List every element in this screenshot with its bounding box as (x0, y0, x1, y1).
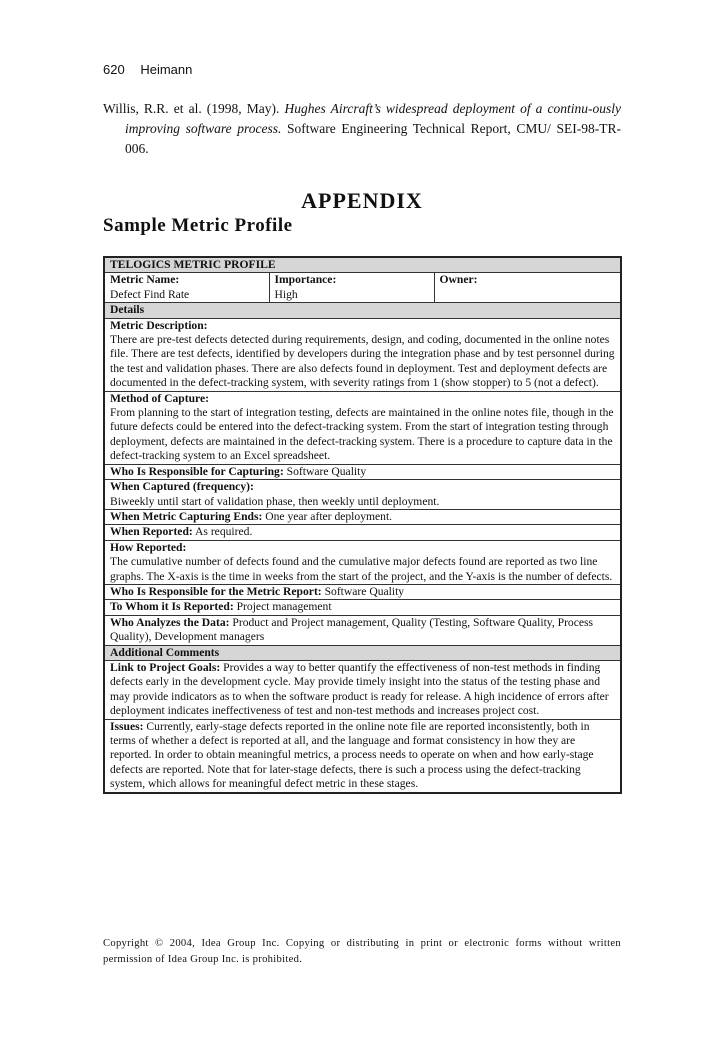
running-header (103, 62, 192, 77)
issues-label: Issues: (110, 719, 144, 733)
section-title: Sample Metric Profile (103, 215, 293, 236)
goals-cell (104, 660, 621, 719)
responsible-report-label: Who Is Responsible for the Metric Report: (110, 584, 322, 598)
importance-label: Importance: (274, 273, 337, 287)
appendix-heading: APPENDIX (301, 188, 423, 213)
copyright-footer: Copyright © 2004, Idea Group Inc. Copying or distributing in print or electronic forms without written permission of Idea Group Inc. is prohibited. (103, 938, 621, 965)
details-header: Details (104, 303, 621, 318)
page-number: 620 (103, 62, 125, 77)
importance-value: High (274, 287, 298, 301)
metric-name-cell (104, 273, 269, 303)
when-reported-cell (104, 525, 621, 540)
responsible-capture-label: Who Is Responsible for Capturing: (110, 464, 284, 478)
capture-cell (104, 391, 621, 464)
table-row (104, 719, 621, 793)
running-author: Heimann (140, 62, 193, 77)
table-row (104, 660, 621, 719)
additional-comments-header: Additional Comments (104, 645, 621, 660)
to-whom-label: To Whom it Is Reported: (110, 600, 234, 614)
owner-cell (434, 273, 621, 303)
how-reported-cell (104, 540, 621, 584)
description-label: Metric Description: (110, 318, 208, 332)
table-row (104, 273, 621, 303)
issues-text: Currently, early-stage defects reported in the online note file are reported inconsistently, both in terms of whether a defect is reported at all, and the language and format consistency in how they are reported. In order to obtain meaningful metrics, a process needs to operate on when and how early-stage defects are reported. Note that for later-stage defects, there is such a process using the defect-tracking system, which allows for meaningful defect metric in these stages. (110, 719, 594, 791)
capture-ends-label: When Metric Capturing Ends: (110, 509, 263, 523)
when-reported-value: As required. (195, 525, 253, 539)
metric-name-label: Metric Name: (110, 273, 180, 287)
to-whom-cell (104, 600, 621, 615)
how-reported-label: How Reported: (110, 540, 187, 554)
goals-text: Provides a way to better quantify the effectiveness of non-test methods in finding defects early in the development cycle. May provide timely insight into the status of the testing phase and may provide indicators as to when the software product is ready for release. A high incidence of errors after deployment indicates ineffectiveness of test and non-test methods and increases project cost. (110, 660, 609, 718)
table-row (104, 600, 621, 615)
analyzes-cell (104, 615, 621, 645)
responsible-report-cell (104, 584, 621, 599)
table-row (104, 464, 621, 479)
table-row (104, 480, 621, 510)
reference-entry (103, 99, 621, 159)
to-whom-value: Project management (236, 600, 332, 614)
when-captured-cell (104, 480, 621, 510)
owner-label: Owner: (439, 273, 478, 287)
metric-profile-table (103, 256, 622, 794)
table-row (104, 318, 621, 391)
reference-title: Hughes Aircraft’s widespread deployment of a continu-ously improving software process. (125, 101, 621, 136)
importance-cell (269, 273, 434, 303)
metric-name-value: Defect Find Rate (110, 287, 190, 301)
responsible-capture-cell (104, 464, 621, 479)
table-row (104, 540, 621, 584)
table-row (104, 615, 621, 645)
goals-label: Link to Project Goals: (110, 660, 221, 674)
capture-ends-value: One year after deployment. (265, 509, 393, 523)
analyzes-label: Who Analyzes the Data: (110, 615, 230, 629)
analyzes-value: Product and Project management, Quality (Testing, Software Quality, Process Quality), Development managers (110, 615, 594, 644)
description-text: There are pre-test defects detected during requirements, design, and coding, documented in the online notes file. There are test defects, identified by developers during the integration phase and by test personnel during the test and validation phases. There are also defects found in deployment. Test and deployment defects are documented in the defect-tracking system, with severity ratings from 1 (show stopper) to 5 (not a defect). (110, 333, 615, 390)
reference-authors: Willis, R.R. et al. (1998, May). (103, 101, 280, 116)
profile-title: TELOGICS METRIC PROFILE (104, 257, 621, 273)
table-row (104, 584, 621, 599)
capture-text: From planning to the start of integration testing, defects are maintained in the online notes file, though in the future defects could be entered into the defect-tracking system. From the start of integration testing through deployment, defects are maintained in the defect-tracking system. There is a procedure to capture data in the defect-tracking system to an Excel spreadsheet. (110, 406, 614, 463)
table-row (104, 509, 621, 524)
how-reported-text: The cumulative number of defects found and the cumulative major defects found are reported as two line graphs. The X-axis is the time in weeks from the start of the project, and the Y-axis is the number of defects. (110, 555, 613, 583)
table-row (104, 257, 621, 273)
capture-ends-cell (104, 509, 621, 524)
when-captured-label: When Captured (frequency): (110, 480, 254, 494)
table-row (104, 391, 621, 464)
table-row (104, 645, 621, 660)
responsible-capture-value: Software Quality (286, 464, 367, 478)
reference-source: Software Engineering Technical Report, CMU/ SEI-98-TR-006. (125, 121, 622, 156)
table-row (104, 303, 621, 318)
description-cell (104, 318, 621, 391)
when-reported-label: When Reported: (110, 525, 193, 539)
responsible-report-value: Software Quality (324, 584, 405, 598)
table-row (104, 525, 621, 540)
capture-label: Method of Capture: (110, 391, 209, 405)
when-captured-text: Biweekly until start of validation phase, then weekly until deployment. (110, 494, 440, 508)
issues-cell (104, 719, 621, 793)
